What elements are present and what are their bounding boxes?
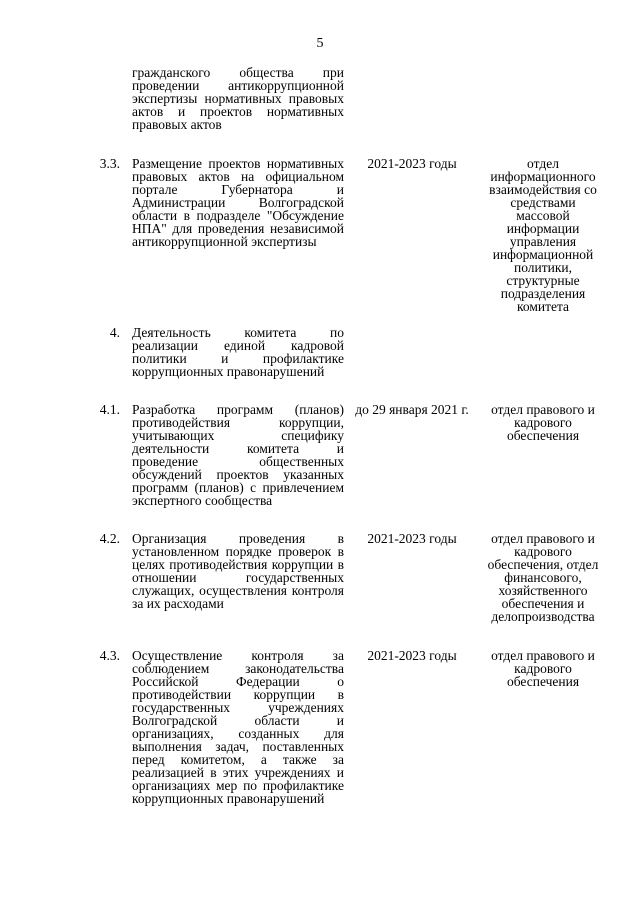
item-description: Размещение проектов нормативных правовых актов на официальном портале Губернатора и Администрации Волгоградской области в подразделе "Обсуждение НПА" для проведения независимой антикоррупционной экспертизы [132,156,344,249]
item-deadline: 2021-2023 годы [367,648,457,663]
item-deadline: до 29 января 2021 г. [355,402,469,417]
page-number: 5 [316,36,324,51]
item-description: Осуществление контроля за соблюдением законодательства Российской Федерации о противодействии коррупции в государственных учреждениях Волгоградской области и организациях, созданных для выполнения задач, поставленных перед комитетом, а также за реализацией в этих учреждениях и организациях мер по профилактике коррупционных правонарушений [132,648,344,806]
item-number: 4. [109,325,120,340]
item-number: 3.3. [99,156,120,171]
item-responsible: отдел правового и кадрового обеспечения, отдел финансового, хозяйственного обеспечения и делопроизводства [487,531,599,624]
item-responsible: отдел информационного взаимодействия со средствами массовой информации управления информационной политики, структурные подразделения комитета [489,156,597,314]
item-description: Деятельность комитета по реализации единой кадровой политики и профилактике коррупционных правонарушений [132,325,344,379]
item-responsible: отдел правового и кадрового обеспечения [491,648,595,689]
item-description: Организация проведения в установленном порядке проверок в целях противодействия коррупции в отношении государственных служащих, осуществления контроля за их расходами [132,531,344,611]
item-description: гражданского общества при проведении антикоррупционной экспертизы нормативных правовых актов и проектов нормативных правовых актов [132,65,344,132]
item-number: 4.2. [99,531,120,546]
item-deadline: 2021-2023 годы [367,531,457,546]
item-number: 4.1. [99,402,120,417]
item-responsible: отдел правового и кадрового обеспечения [491,402,595,443]
item-number: 4.3. [99,648,120,663]
item-description: Разработка программ (планов) противодействия коррупции, учитывающих специфику деятельности комитета и проведение общественных обсуждений проектов указанных программ (планов) с привлечением экспертного сообщества [132,402,344,508]
item-deadline: 2021-2023 годы [367,156,457,171]
